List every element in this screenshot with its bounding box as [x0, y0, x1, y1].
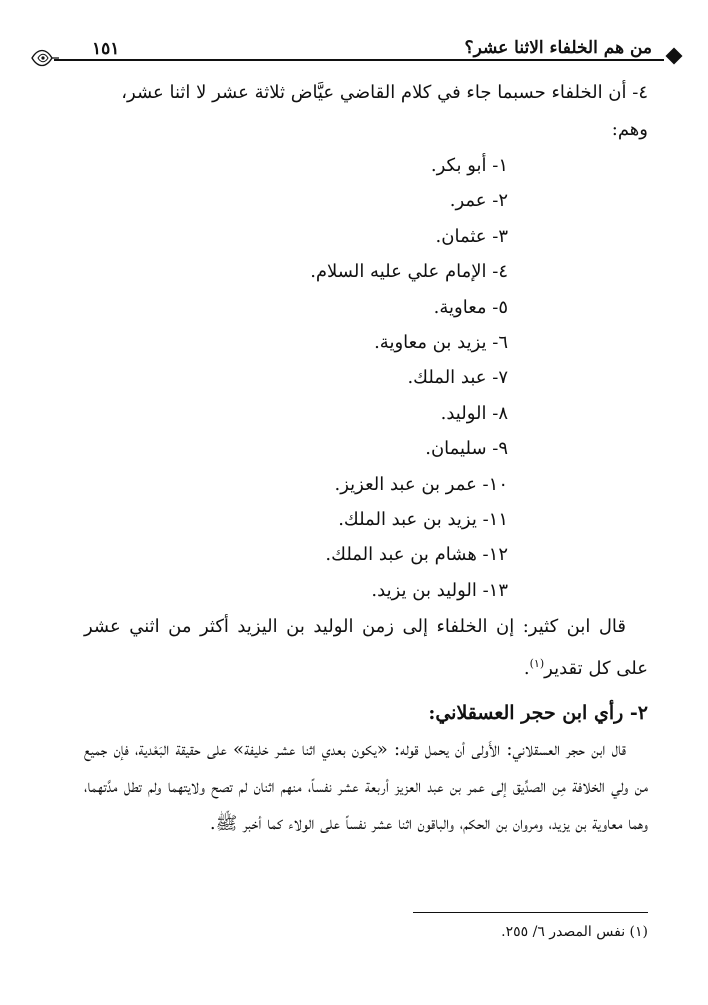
ibn-hajar-paragraph: قال ابن حجر العسقلاني: الأَولى أن يحمل قوله: «يكون بعدي اثنا عشر خليفة» على حقيقة البَعْدية، فإن جميع من ولي الخلافة مِن الصدِّيق إلى عمر بن عبد العزيز أربعة عشر نفساً، منهم اثنان لم تصح ولايتهما ولم تطل مدَّتهما، وهما معاوية بن يزيد، ومروان بن الحكم، والباقون اثنا عشر نفساً على الولاء كما أخبر ﷺ.: [84, 739, 648, 835]
list-item: ١٢- هشام بن عبد الملك.: [325, 544, 508, 566]
intro-line-2: وهم:: [611, 119, 648, 140]
list-item: ١٣- الوليد بن يزيد.: [371, 579, 508, 601]
header-title: من هم الخلفاء الاثنا عشر؟: [461, 38, 656, 58]
footnotes: [88, 912, 648, 945]
list-item: ٥- معاوية.: [433, 296, 508, 318]
ibn-kathir-paragraph: قال ابن كثير: إن الخلفاء إلى زمن الوليد بن اليزيد أكثر من اثني عشر على كل تقدير$^{(١)}$.: [84, 616, 648, 680]
list-item: ٨- الوليد.: [440, 402, 508, 424]
footnote-rule: [413, 912, 648, 913]
footnote-reference: (١): [529, 657, 545, 671]
page-number: ١٥١: [86, 39, 125, 59]
list-item: ٦- يزيد بن معاوية.: [374, 332, 508, 354]
list-item: ٧- عبد الملك.: [407, 367, 508, 389]
footnote: (١) نفس المصدر ٦/ ٢٥٥.: [501, 924, 648, 940]
list-item: ٤- الإمام علي عليه السلام.: [310, 261, 508, 283]
list-item: ٩- سليمان.: [425, 438, 508, 460]
intro-line: ٤- أن الخلفاء حسبما جاء في كلام القاضي عيَّاض ثلاثة عشر لا اثنا عشر،: [121, 82, 648, 103]
list-item: ١- أبو بكر.: [430, 155, 508, 176]
running-header: [30, 34, 682, 70]
page-body: [84, 74, 648, 842]
list-item: ٢- عمر.: [449, 190, 508, 212]
list-item: ٣- عثمان.: [435, 225, 508, 247]
header-rule: [54, 59, 664, 61]
caliphs-list: [84, 148, 508, 608]
section-heading: ٢- رأي ابن حجر العسقلاني:: [428, 702, 648, 725]
list-item: ١١- يزيد بن عبد الملك.: [338, 509, 508, 531]
ibn-kathir-text: قال ابن كثير: إن الخلفاء إلى زمن الوليد بن اليزيد أكثر من اثني عشر على كل تقدير: [84, 616, 648, 680]
floral-ornament-icon: [30, 46, 60, 70]
list-item: ١٠- عمر بن عبد العزيز.: [334, 473, 508, 495]
diamond-ornament-icon: [666, 48, 683, 65]
